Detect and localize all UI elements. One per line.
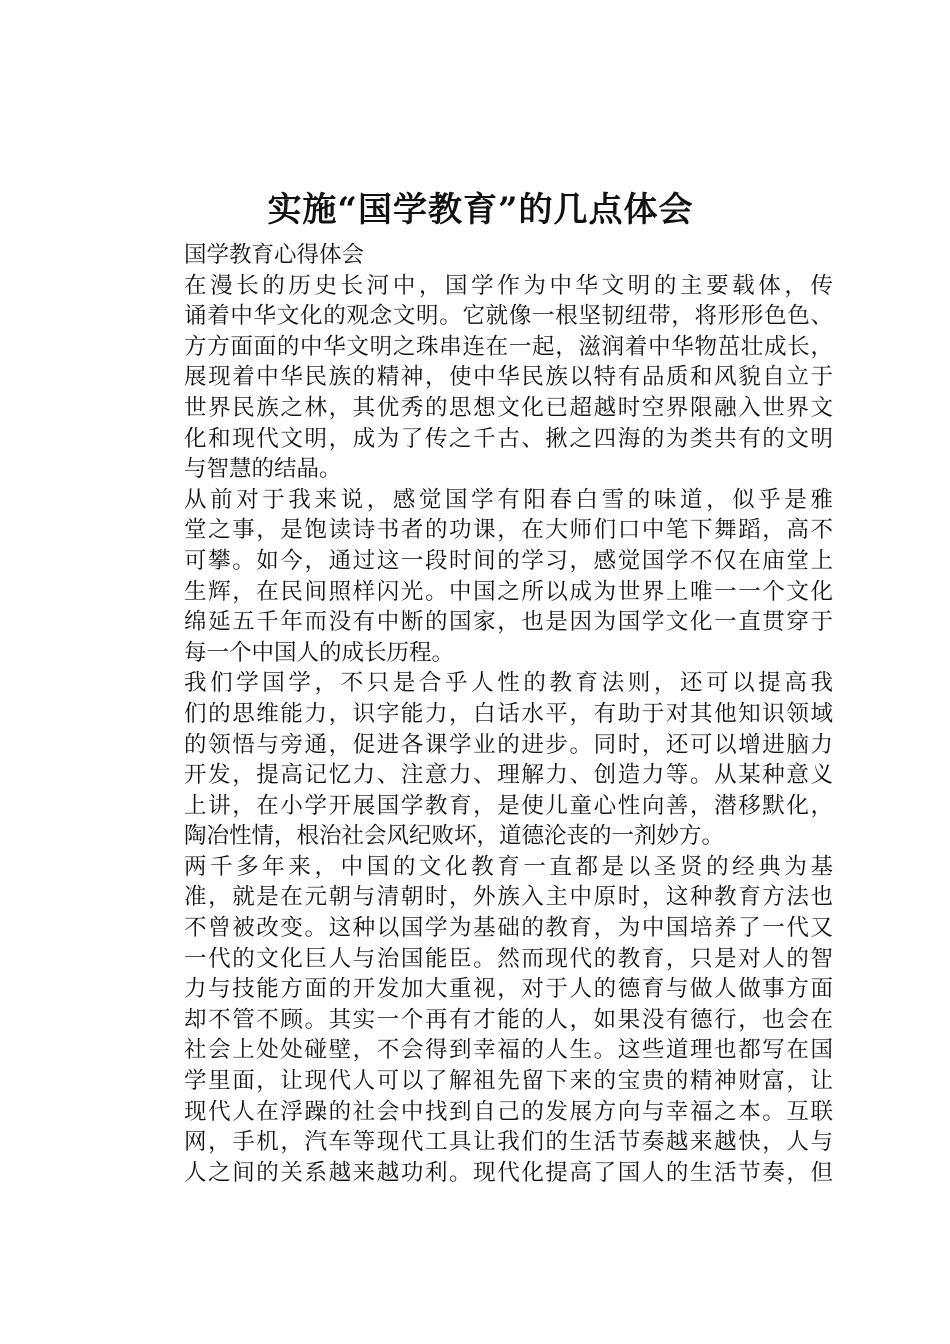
paragraph-line: 上讲，在小学开展国学教育，是使儿童心性向善，潜移默化，	[184, 792, 833, 819]
paragraph-line: 现代人在浮躁的社会中找到自己的发展方向与幸福之本。互联	[184, 1098, 833, 1125]
paragraph-line: 社会上处处碰壁，不会得到幸福的人生。这些道理也都写在国	[184, 1037, 833, 1064]
paragraph-line: 却不管不顾。其实一个再有才能的人，如果没有德行，也会在	[184, 1006, 833, 1033]
paragraph-line: 开发，提高记忆力、注意力、理解力、创造力等。从某种意义	[184, 762, 833, 789]
paragraph-line: 化和现代文明，成为了传之千古、揪之四海的为类共有的文明	[184, 425, 833, 452]
paragraph-line: 网，手机，汽车等现代工具让我们的生活节奏越来越快，人与	[184, 1129, 833, 1156]
paragraph-line: 一代的文化巨人与治国能臣。然而现代的教育，只是对人的智	[184, 945, 833, 972]
paragraph-line: 每一个中国人的成长历程。	[184, 639, 455, 666]
paragraph-line: 世界民族之林，其优秀的思想文化已超越时空界限融入世界文	[184, 394, 833, 421]
paragraph-line: 陶冶性情，根治社会风纪败坏，道德沦丧的一剂妙方。	[184, 823, 725, 850]
paragraph-line: 学里面，让现代人可以了解祖先留下来的宝贵的精神财富，让	[184, 1068, 833, 1095]
paragraph-4	[128, 852, 833, 1189]
paragraph-2	[128, 485, 833, 669]
paragraph-line: 准，就是在元朝与清朝时，外族入主中原时，这种教育方法也	[184, 884, 833, 911]
paragraph-line: 从前对于我来说，感觉国学有阳春白雪的味道，似乎是雅	[184, 486, 833, 513]
paragraph-line: 两千多年来，中国的文化教育一直都是以圣贤的经典为基	[184, 853, 833, 880]
paragraph-line: 展现着中华民族的精神，使中华民族以特有品质和风貌自立于	[184, 364, 833, 391]
paragraph-1	[128, 271, 833, 485]
paragraph-line: 力与技能方面的开发加大重视，对于人的德育与做人做事方面	[184, 976, 833, 1003]
paragraph-line: 堂之事，是饱读诗书者的功课，在大师们口中笔下舞蹈，高不	[184, 517, 833, 544]
document-subtitle: 国学教育心得体会	[184, 242, 365, 268]
paragraph-line: 生辉，在民间照样闪光。中国之所以成为世界上唯一一个文化	[184, 578, 833, 605]
paragraph-line: 人之间的关系越来越功利。现代化提高了国人的生活节奏，但	[184, 1159, 833, 1186]
document-body	[128, 180, 833, 1188]
paragraph-line: 们的思维能力，识字能力，白话水平，有助于对其他知识领域	[184, 700, 833, 727]
paragraph-line: 我们学国学，不只是合乎人性的教育法则，还可以提高我	[184, 670, 833, 697]
paragraph-line: 在漫长的历史长河中，国学作为中华文明的主要载体，传	[184, 272, 833, 299]
paragraph-line: 的领悟与旁通，促进各课学业的进步。同时，还可以增进脑力	[184, 731, 833, 758]
paragraph-line: 绵延五千年而没有中断的国家，也是因为国学文化一直贯穿于	[184, 609, 833, 636]
document-title: 实施“国学教育”的几点体会	[267, 190, 694, 230]
paragraph-line: 与智慧的结晶。	[184, 456, 342, 483]
paragraph-line: 方方面面的中华文明之珠串连在一起，滋润着中华物茁壮成长，	[184, 333, 833, 360]
paragraph-3	[128, 668, 833, 852]
paragraph-line: 可攀。如今，通过这一段时间的学习，感觉国学不仅在庙堂上	[184, 547, 833, 574]
paragraph-line: 诵着中华文化的观念文明。它就像一根坚韧纽带，将形形色色、	[184, 303, 833, 330]
paragraph-line: 不曾被改变。这种以国学为基础的教育，为中国培养了一代又	[184, 915, 833, 942]
